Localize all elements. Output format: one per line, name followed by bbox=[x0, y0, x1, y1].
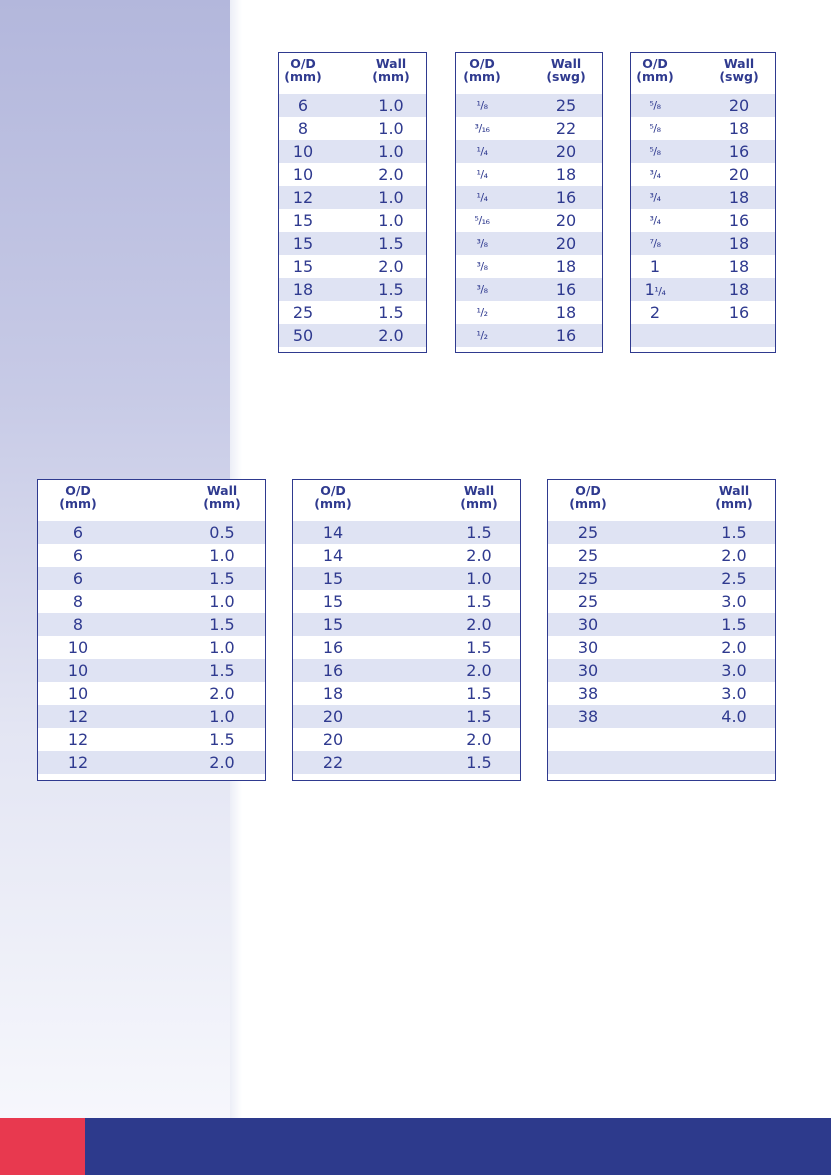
od-cell: 14 bbox=[322, 546, 344, 565]
od-cell: 10 bbox=[292, 165, 314, 184]
od-cell: 8 bbox=[72, 592, 84, 611]
table-body bbox=[548, 521, 775, 774]
wall-cell: 20 bbox=[555, 142, 577, 161]
od-cell: 50 bbox=[292, 326, 314, 345]
od-cell: 25 bbox=[292, 303, 314, 322]
od-header: O/D (mm) bbox=[636, 56, 674, 84]
wall-cell: 1.0 bbox=[378, 119, 404, 138]
od-cell: 10 bbox=[67, 638, 89, 657]
od-cell: 22 bbox=[322, 753, 344, 772]
table-row bbox=[631, 186, 775, 209]
wall-cell: 2.0 bbox=[209, 753, 235, 772]
tube-table-4 bbox=[37, 479, 266, 781]
od-cell: 18 bbox=[292, 280, 314, 299]
od-cell: ¹/₄ bbox=[476, 145, 488, 158]
od-cell: ³/₄ bbox=[649, 191, 661, 204]
od-cell: ³/₈ bbox=[476, 283, 488, 296]
table-row bbox=[38, 751, 265, 774]
table-header bbox=[279, 57, 426, 93]
od-cell: 18 bbox=[322, 684, 344, 703]
table-row bbox=[38, 613, 265, 636]
wall-cell: 16 bbox=[728, 303, 750, 322]
table-row bbox=[456, 278, 602, 301]
table-row bbox=[293, 751, 520, 774]
wall-cell: 1.5 bbox=[721, 523, 747, 542]
wall-cell: 20 bbox=[728, 165, 750, 184]
wall-cell: 1.5 bbox=[378, 234, 404, 253]
od-cell: ⁵/₈ bbox=[649, 145, 661, 158]
wall-cell: 16 bbox=[555, 280, 577, 299]
od-cell: ¹/₄ bbox=[476, 168, 488, 181]
wall-cell: 18 bbox=[555, 303, 577, 322]
wall-cell: 1.0 bbox=[378, 188, 404, 207]
tube-table-2 bbox=[455, 52, 603, 353]
od-header: O/D (mm) bbox=[463, 56, 501, 84]
od-cell: 12 bbox=[292, 188, 314, 207]
wall-cell: 2.0 bbox=[466, 615, 492, 634]
od-cell: 2 bbox=[649, 303, 661, 322]
wall-cell: 20 bbox=[555, 234, 577, 253]
od-cell: 8 bbox=[297, 119, 309, 138]
wall-cell: 2.0 bbox=[466, 546, 492, 565]
od-cell: 10 bbox=[67, 661, 89, 680]
table-row bbox=[456, 232, 602, 255]
wall-cell: 18 bbox=[728, 257, 750, 276]
od-header: O/D (mm) bbox=[569, 483, 607, 511]
wall-cell: 2.5 bbox=[721, 569, 747, 588]
wall-cell: 1.0 bbox=[466, 569, 492, 588]
od-cell: 6 bbox=[297, 96, 309, 115]
wall-cell: 16 bbox=[555, 326, 577, 345]
table-row bbox=[279, 117, 426, 140]
table-row bbox=[293, 613, 520, 636]
wall-cell: 1.5 bbox=[466, 592, 492, 611]
od-cell: 25 bbox=[577, 569, 599, 588]
table-row bbox=[38, 705, 265, 728]
table-row bbox=[293, 728, 520, 751]
wall-cell: 2.0 bbox=[721, 638, 747, 657]
table-row bbox=[548, 544, 775, 567]
table-row bbox=[38, 728, 265, 751]
table-row bbox=[293, 705, 520, 728]
wall-cell: 1.5 bbox=[466, 753, 492, 772]
wall-cell: 18 bbox=[728, 119, 750, 138]
wall-cell: 20 bbox=[728, 96, 750, 115]
wall-cell: 1.5 bbox=[466, 523, 492, 542]
od-cell: 15 bbox=[322, 592, 344, 611]
table-row bbox=[631, 94, 775, 117]
table-row bbox=[548, 521, 775, 544]
od-cell: 30 bbox=[577, 661, 599, 680]
od-cell: ⁵/₈ bbox=[649, 122, 661, 135]
od-cell: 6 bbox=[72, 523, 84, 542]
table-row bbox=[548, 682, 775, 705]
od-cell: 12 bbox=[67, 707, 89, 726]
od-cell: 6 bbox=[72, 569, 84, 588]
table-row bbox=[456, 186, 602, 209]
wall-cell: 2.0 bbox=[378, 326, 404, 345]
wall-cell: 1.5 bbox=[378, 303, 404, 322]
wall-cell: 2.0 bbox=[378, 165, 404, 184]
od-cell: 1¹/₄ bbox=[644, 280, 666, 299]
table-row bbox=[548, 636, 775, 659]
table-row bbox=[456, 163, 602, 186]
table-row bbox=[631, 278, 775, 301]
table-row bbox=[548, 659, 775, 682]
wall-cell: 4.0 bbox=[721, 707, 747, 726]
od-cell: 15 bbox=[292, 257, 314, 276]
wall-header: Wall (mm) bbox=[715, 483, 753, 511]
table-row bbox=[631, 140, 775, 163]
table-row bbox=[456, 94, 602, 117]
table-row bbox=[279, 232, 426, 255]
wall-cell: 1.0 bbox=[209, 638, 235, 657]
table-row bbox=[279, 324, 426, 347]
od-cell: ¹/₂ bbox=[476, 329, 488, 342]
od-cell: 20 bbox=[322, 730, 344, 749]
wall-cell: 2.0 bbox=[378, 257, 404, 276]
od-cell: ³/₄ bbox=[649, 168, 661, 181]
wall-cell: 1.0 bbox=[378, 142, 404, 161]
od-cell: 15 bbox=[322, 569, 344, 588]
table-row bbox=[279, 140, 426, 163]
table-row bbox=[293, 521, 520, 544]
table-row bbox=[293, 659, 520, 682]
footer-bar bbox=[0, 1118, 831, 1175]
table-row bbox=[631, 301, 775, 324]
wall-cell: 3.0 bbox=[721, 592, 747, 611]
od-cell: 12 bbox=[67, 730, 89, 749]
table-row bbox=[38, 590, 265, 613]
od-cell: 15 bbox=[322, 615, 344, 634]
wall-cell: 1.0 bbox=[378, 211, 404, 230]
wall-header: Wall (mm) bbox=[460, 483, 498, 511]
od-cell: 12 bbox=[67, 753, 89, 772]
od-cell: ⁵/₈ bbox=[649, 99, 661, 112]
wall-cell: 16 bbox=[728, 142, 750, 161]
wall-cell: 1.0 bbox=[209, 592, 235, 611]
od-cell: 6 bbox=[72, 546, 84, 565]
od-cell: 20 bbox=[322, 707, 344, 726]
wall-cell: 16 bbox=[555, 188, 577, 207]
table-body bbox=[38, 521, 265, 774]
tube-table-1 bbox=[278, 52, 427, 353]
table-row bbox=[456, 117, 602, 140]
od-header: O/D (mm) bbox=[284, 56, 322, 84]
wall-cell: 2.0 bbox=[721, 546, 747, 565]
od-cell: ⁷/₈ bbox=[649, 237, 661, 250]
wall-cell: 1.5 bbox=[378, 280, 404, 299]
table-header bbox=[456, 57, 602, 93]
wall-header: Wall (swg) bbox=[719, 56, 759, 84]
od-cell: ³/₄ bbox=[649, 214, 661, 227]
wall-cell: 1.5 bbox=[209, 569, 235, 588]
table-row bbox=[548, 613, 775, 636]
od-cell: ³/₈ bbox=[476, 237, 488, 250]
table-row bbox=[38, 659, 265, 682]
table-row bbox=[293, 567, 520, 590]
table-row bbox=[456, 255, 602, 278]
od-cell: 10 bbox=[292, 142, 314, 161]
od-cell: 30 bbox=[577, 638, 599, 657]
od-cell: ⁵/₁₆ bbox=[474, 214, 490, 227]
od-cell: 8 bbox=[72, 615, 84, 634]
wall-header: Wall (swg) bbox=[546, 56, 586, 84]
wall-cell: 20 bbox=[555, 211, 577, 230]
od-cell: 15 bbox=[292, 234, 314, 253]
table-row bbox=[293, 682, 520, 705]
table-row bbox=[456, 301, 602, 324]
wall-header: Wall (mm) bbox=[372, 56, 410, 84]
table-row bbox=[279, 278, 426, 301]
wall-cell: 16 bbox=[728, 211, 750, 230]
table-row bbox=[631, 232, 775, 255]
wall-cell: 2.0 bbox=[209, 684, 235, 703]
table-row bbox=[631, 255, 775, 278]
wall-cell: 1.0 bbox=[209, 546, 235, 565]
wall-cell: 1.5 bbox=[209, 730, 235, 749]
wall-cell: 0.5 bbox=[209, 523, 235, 542]
wall-cell: 1.0 bbox=[209, 707, 235, 726]
table-row bbox=[631, 324, 775, 347]
wall-cell: 1.5 bbox=[209, 615, 235, 634]
table-body bbox=[631, 94, 775, 347]
od-cell: ¹/₄ bbox=[476, 191, 488, 204]
table-header bbox=[631, 57, 775, 93]
table-body bbox=[293, 521, 520, 774]
wall-cell: 25 bbox=[555, 96, 577, 115]
wall-cell: 18 bbox=[555, 165, 577, 184]
table-row bbox=[279, 94, 426, 117]
wall-cell: 3.0 bbox=[721, 661, 747, 680]
od-cell: 1 bbox=[649, 257, 661, 276]
table-row bbox=[279, 209, 426, 232]
table-body bbox=[279, 94, 426, 347]
table-row bbox=[456, 324, 602, 347]
od-cell: 16 bbox=[322, 638, 344, 657]
od-cell: 38 bbox=[577, 684, 599, 703]
od-cell: 14 bbox=[322, 523, 344, 542]
od-cell: 25 bbox=[577, 592, 599, 611]
wall-cell: 1.5 bbox=[209, 661, 235, 680]
wall-cell: 2.0 bbox=[466, 661, 492, 680]
wall-cell: 3.0 bbox=[721, 684, 747, 703]
wall-cell: 1.5 bbox=[466, 684, 492, 703]
table-row bbox=[548, 567, 775, 590]
od-cell: ³/₁₆ bbox=[474, 122, 490, 135]
od-cell: ¹/₂ bbox=[476, 306, 488, 319]
table-row bbox=[293, 636, 520, 659]
table-row bbox=[456, 209, 602, 232]
wall-cell: 1.5 bbox=[466, 638, 492, 657]
od-header: O/D (mm) bbox=[59, 483, 97, 511]
od-cell: ³/₈ bbox=[476, 260, 488, 273]
od-cell: 38 bbox=[577, 707, 599, 726]
table-row bbox=[548, 590, 775, 613]
table-body bbox=[456, 94, 602, 347]
od-cell: 16 bbox=[322, 661, 344, 680]
table-row bbox=[38, 682, 265, 705]
tube-table-5 bbox=[292, 479, 521, 781]
table-row bbox=[38, 544, 265, 567]
table-header bbox=[38, 484, 265, 520]
table-row bbox=[548, 751, 775, 774]
table-row bbox=[38, 521, 265, 544]
od-cell: 10 bbox=[67, 684, 89, 703]
table-row bbox=[631, 117, 775, 140]
table-row bbox=[38, 636, 265, 659]
od-header: O/D (mm) bbox=[314, 483, 352, 511]
wall-cell: 18 bbox=[728, 234, 750, 253]
wall-cell: 1.0 bbox=[378, 96, 404, 115]
wall-cell: 18 bbox=[728, 280, 750, 299]
table-row bbox=[279, 186, 426, 209]
tube-table-6 bbox=[547, 479, 776, 781]
wall-cell: 18 bbox=[728, 188, 750, 207]
table-row bbox=[631, 209, 775, 232]
table-row bbox=[279, 301, 426, 324]
table-row bbox=[548, 705, 775, 728]
wall-cell: 1.5 bbox=[466, 707, 492, 726]
table-row bbox=[548, 728, 775, 751]
od-cell: 30 bbox=[577, 615, 599, 634]
wall-cell: 2.0 bbox=[466, 730, 492, 749]
table-row bbox=[293, 544, 520, 567]
wall-header: Wall (mm) bbox=[203, 483, 241, 511]
table-row bbox=[456, 140, 602, 163]
wall-cell: 18 bbox=[555, 257, 577, 276]
wall-cell: 1.5 bbox=[721, 615, 747, 634]
table-row bbox=[38, 567, 265, 590]
table-row bbox=[279, 255, 426, 278]
od-cell: 25 bbox=[577, 546, 599, 565]
table-row bbox=[279, 163, 426, 186]
table-header bbox=[293, 484, 520, 520]
wall-cell: 22 bbox=[555, 119, 577, 138]
tube-table-3 bbox=[630, 52, 776, 353]
footer-accent-block bbox=[0, 1118, 85, 1175]
od-cell: 25 bbox=[577, 523, 599, 542]
table-header bbox=[548, 484, 775, 520]
table-row bbox=[631, 163, 775, 186]
od-cell: 15 bbox=[292, 211, 314, 230]
table-row bbox=[293, 590, 520, 613]
od-cell: ¹/₈ bbox=[476, 99, 488, 112]
